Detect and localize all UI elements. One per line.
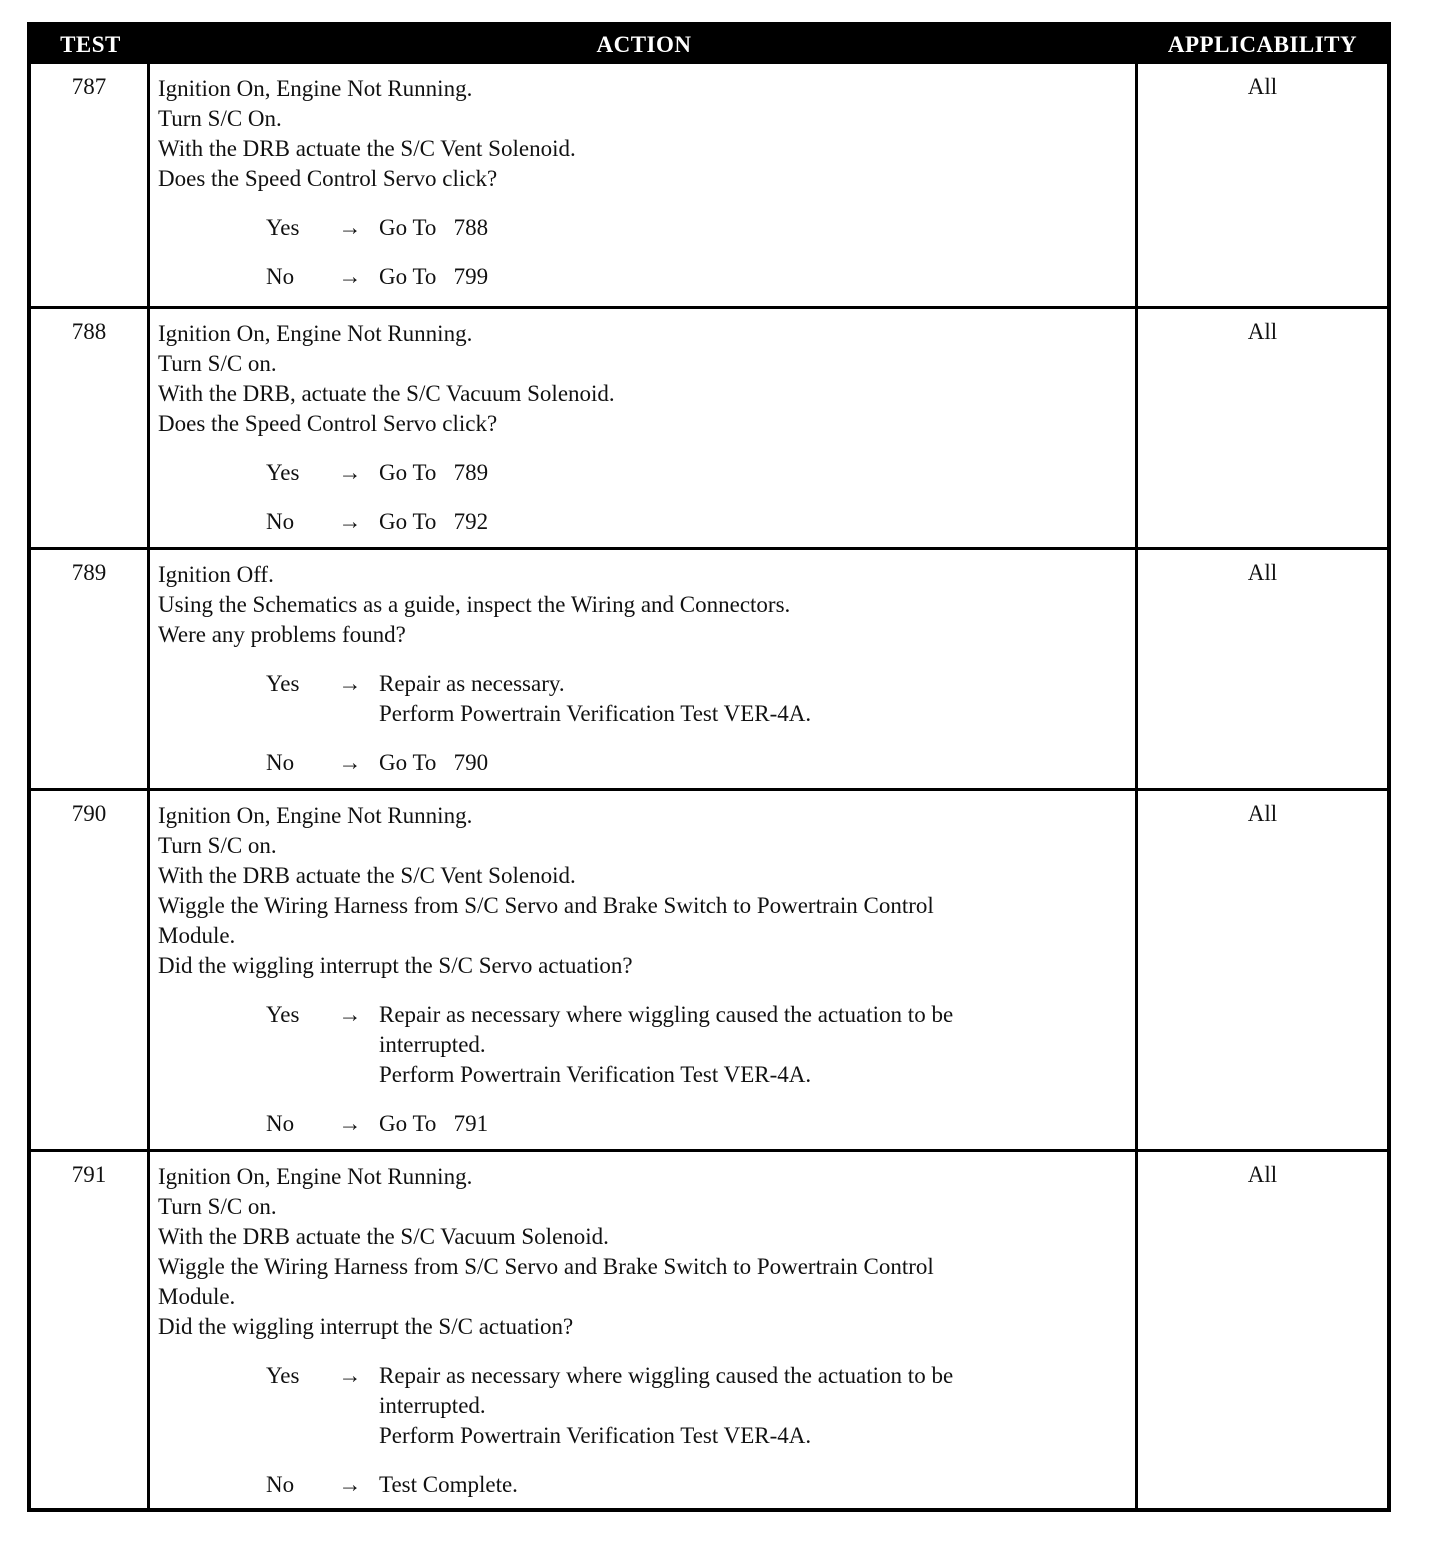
result-line: Repair as necessary where wiggling caused the actuation to be [379,1363,954,1388]
test-number: 790 [31,791,150,1149]
action-line: With the DRB, actuate the S/C Vacuum Solenoid. [158,381,615,406]
arrow-right-icon: → [338,215,362,240]
result-line: interrupted. [379,1032,486,1057]
branch-answer: No [266,264,295,289]
branch-result [379,507,1127,537]
arrow-right-icon: → [338,1363,362,1388]
action-line: Turn S/C On. [158,106,282,131]
branch-no [158,507,1127,537]
result-line: Go To 799 [379,264,489,289]
branch-answer: Yes [266,460,300,485]
action-line: With the DRB actuate the S/C Vent Solenoid. [158,136,576,161]
arrow-right-icon: → [338,509,362,534]
header-test: TEST [60,32,121,57]
branch-answer: Yes [266,1363,300,1388]
result-line: Go To 790 [379,750,489,775]
branch-yes [158,1000,1127,1090]
test-number: 787 [31,64,150,306]
test-number: 789 [31,550,150,788]
applicability-value: All [1247,1162,1278,1187]
branch-result [379,262,1127,292]
action-cell [150,1152,1138,1508]
applicability-value: All [1247,319,1278,344]
result-line: Perform Powertrain Verification Test VER-4A. [379,1062,812,1087]
arrow-right-icon: → [338,460,362,485]
action-line: Does the Speed Control Servo click? [158,411,498,436]
branch-no [158,1470,1127,1500]
table-body [31,64,1387,1508]
result-line: Perform Powertrain Verification Test VER-4A. [379,1423,812,1448]
branch-no [158,262,1127,292]
branch-answer: No [266,509,295,534]
branch-yes [158,213,1127,243]
branch-answer: Yes [266,671,300,696]
action-line: Turn S/C on. [158,1194,277,1219]
action-cell [150,64,1138,306]
action-cell [150,309,1138,547]
table-row [31,547,1387,788]
action-line: Ignition On, Engine Not Running. [158,76,473,101]
table-row [31,306,1387,547]
action-line: Ignition Off. [158,562,274,587]
arrow-right-icon: → [338,1472,362,1497]
branch-yes [158,458,1127,488]
branch-answer: No [266,750,295,775]
action-line: Module. [158,923,236,948]
branch-no [158,748,1127,778]
action-line: Wiggle the Wiring Harness from S/C Servo and Brake Switch to Powertrain Control [158,893,934,918]
branch-result [379,669,1127,729]
result-line: Perform Powertrain Verification Test VER-4A. [379,701,812,726]
result-line: Go To 792 [379,509,489,534]
action-line: Wiggle the Wiring Harness from S/C Servo and Brake Switch to Powertrain Control [158,1254,934,1279]
header-applicability: APPLICABILITY [1167,32,1358,57]
header-action: ACTION [596,32,692,57]
branch-result [379,1470,1127,1500]
action-line: Ignition On, Engine Not Running. [158,803,473,828]
result-line: Repair as necessary where wiggling caused the actuation to be [379,1002,954,1027]
branch-answer: Yes [266,1002,300,1027]
action-line: Turn S/C on. [158,351,277,376]
result-line: Test Complete. [379,1472,518,1497]
result-line: Repair as necessary. [379,671,565,696]
action-line: Ignition On, Engine Not Running. [158,321,473,346]
action-line: Did the wiggling interrupt the S/C actuation? [158,1314,574,1339]
diagnostic-test-table [27,22,1391,1512]
result-line: interrupted. [379,1393,486,1418]
action-line: Does the Speed Control Servo click? [158,166,498,191]
action-line: Did the wiggling interrupt the S/C Servo actuation? [158,953,633,978]
test-number: 791 [31,1152,150,1508]
branch-result [379,213,1127,243]
branch-result [379,1109,1127,1139]
arrow-right-icon: → [338,750,362,775]
branch-result [379,458,1127,488]
action-line: Turn S/C on. [158,833,277,858]
arrow-right-icon: → [338,264,362,289]
branch-yes [158,669,1127,729]
test-number: 788 [31,309,150,547]
branch-answer: No [266,1111,295,1136]
action-line: Using the Schematics as a guide, inspect the Wiring and Connectors. [158,592,791,617]
branch-answer: Yes [266,215,300,240]
action-cell [150,550,1138,788]
table-row [31,788,1387,1149]
arrow-right-icon: → [338,1111,362,1136]
branch-yes [158,1361,1127,1451]
action-line: Module. [158,1284,236,1309]
action-line: Were any problems found? [158,622,406,647]
branch-result [379,1000,1127,1090]
action-line: With the DRB actuate the S/C Vent Solenoid. [158,863,576,888]
table-row [31,64,1387,306]
applicability-value: All [1247,74,1278,99]
arrow-right-icon: → [338,671,362,696]
branch-result [379,748,1127,778]
applicability-value: All [1247,560,1278,585]
table-row [31,1149,1387,1508]
result-line: Go To 789 [379,460,489,485]
branch-result [379,1361,1127,1451]
branch-answer: No [266,1472,295,1497]
action-line: With the DRB actuate the S/C Vacuum Solenoid. [158,1224,609,1249]
result-line: Go To 788 [379,215,489,240]
table-header [31,26,1387,64]
branch-no [158,1109,1127,1139]
action-cell [150,791,1138,1149]
action-line: Ignition On, Engine Not Running. [158,1164,473,1189]
arrow-right-icon: → [338,1002,362,1027]
result-line: Go To 791 [379,1111,489,1136]
applicability-value: All [1247,801,1278,826]
